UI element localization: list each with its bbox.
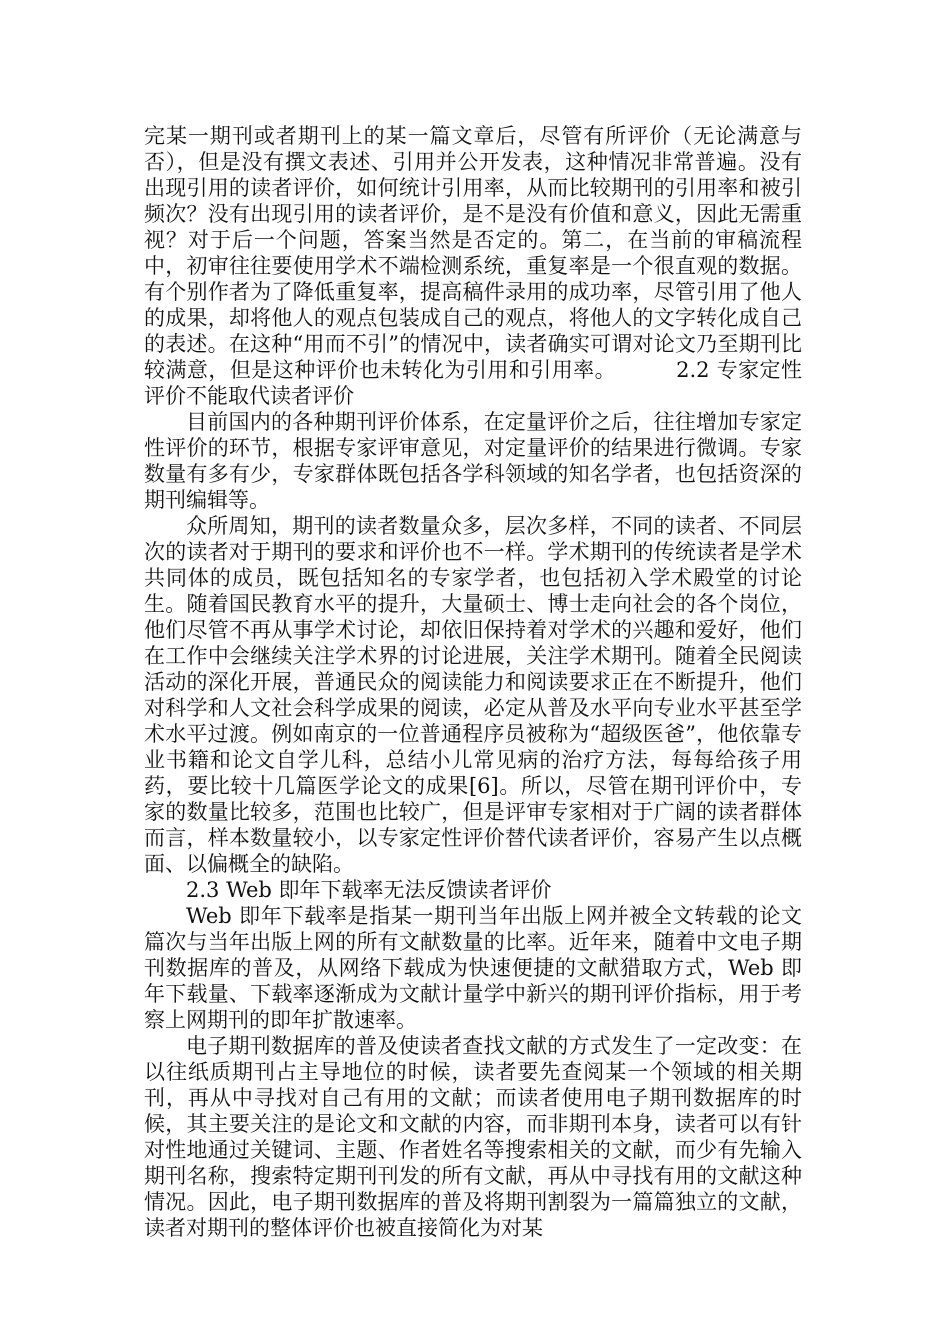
body-paragraph-3: 众所周知，期刊的读者数量众多，层次多样，不同的读者、不同层次的读者对于期刊的要求和评价也不一样。学术期刊的传统读者是学术共同体的成员，既包括知名的专家学者，也包括初入学术殿堂的讨论生。随着国民教育水平的提升，大量硕士、博士走向社会的各个岗位，他们尽管不再从事学术讨论，却依旧保持着对学术的兴趣和爱好，他们在工作中会继续关注学术界的讨论进展，关注学术期刊。随着全民阅读活动的深化开展，普通民众的阅读能力和阅读要求正在不断提升，他们对科学和人文社会科学成果的阅读，必定从普及水平向专业水平甚至学术水平过渡。例如南京的一位普通程序员被称为“超级医爸”，他依靠专业书籍和论文自学儿科，总结小儿常见病的治疗方法，每每给孩子用药，要比较十几篇医学论文的成果[6]。所以，尽管在期刊评价中，专家的数量比较多，范围也比较广，但是评审专家相对于广阔的读者群体而言，样本数量较小，以专家定性评价替代读者评价，容易产生以点概面、以偏概全的缺陷。 (144, 514, 802, 876)
body-paragraph-4: Web 即年下载率是指某一期刊当年出版上网并被全文转载的论文篇次与当年出版上网的所有文献数量的比率。近年来，随着中文电子期刊数据库的普及，从网络下载成为快速便捷的文献猎取方式，Web 即年下载量、下载率逐渐成为文献计量学中新兴的期刊评价指标，用于考察上网期刊的即年扩散速率。 (144, 904, 802, 1032)
document-page (144, 123, 802, 1241)
body-paragraph-2: 目前国内的各种期刊评价体系，在定量评价之后，往往增加专家定性评价的环节，根据专家评审意见，对定量评价的结果进行微调。专家数量有多有少，专家群体既包括各学科领域的知名学者，也包括资深的期刊编辑等。 (144, 410, 802, 512)
section-heading-2-3: 2.3 Web 即年下载率无法反馈读者评价 (186, 878, 552, 902)
paragraph-1-text: 完某一期刊或者期刊上的某一篇文章后，尽管有所评价（无论满意与否），但是没有撰文表述、引用并公开发表，这种情况非常普遍。没有出现引用的读者评价，如何统计引用率，从而比较期刊的引用率和被引频次？没有出现引用的读者评价，是不是没有价值和意义，因此无需重视？对于后一个问题，答案当然是否定的。第二，在当前的审稿流程中，初审往往要使用学术不端检测系统，重复率是一个很直观的数据。有个别作者为了降低重复率，提高稿件录用的成功率，尽管引用了他人的成果，却将他人的观点包装成自己的观点，将他人的文字转化成自己的表述。在这种“用而不引”的情况中，读者确实可谓对论文乃至期刊比较满意，但是这种评价也未转化为引用和引用率。 (144, 124, 802, 382)
body-paragraph-1 (144, 123, 802, 409)
body-paragraph-5: 电子期刊数据库的普及使读者查找文献的方式发生了一定改变：在以往纸质期刊占主导地位的时候，读者要先查阅某一个领域的相关期刊，再从中寻找对自己有用的文献；而读者使用电子期刊数据库的时候，其主要关注的是论文和文献的内容，而非期刊本身，读者可以有针对性地通过关键词、主题、作者姓名等搜索相关的文献，而少有先输入期刊名称，搜索特定期刊刊发的所有文献，再从中寻找有用的文献这种情况。因此，电子期刊数据库的普及将期刊割裂为一篇篇独立的文献，读者对期刊的整体评价也被直接简化为对某 (144, 1034, 802, 1240)
section-heading-2-2: 2.2 专家定性评价不能取代读者评价 (144, 358, 802, 408)
